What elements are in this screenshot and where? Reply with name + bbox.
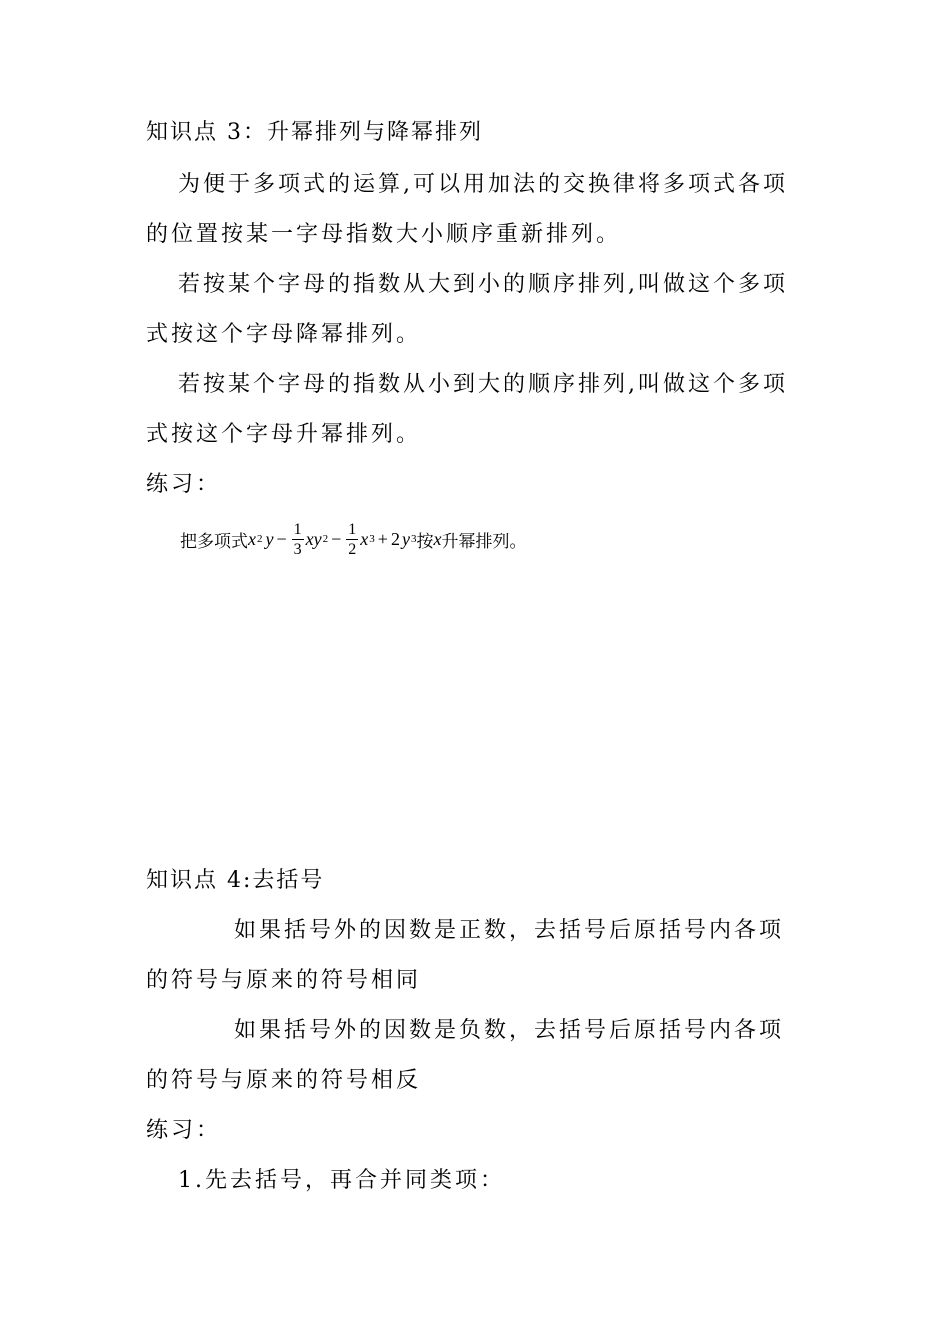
term1-var-y: y bbox=[265, 528, 274, 549]
section4-para1-line1: 如果括号外的因数是正数，去括号后原括号内各项 bbox=[234, 918, 785, 943]
section4-exercise-item1: 1.先去括号，再合并同类项： bbox=[178, 1168, 505, 1193]
term4-var: y bbox=[401, 528, 410, 549]
polynomial-exercise bbox=[180, 514, 526, 564]
term3-var: x bbox=[360, 528, 369, 549]
section4-para1-line2: 的符号与原来的符号相同 bbox=[146, 968, 422, 993]
operator-plus: + bbox=[377, 528, 388, 549]
fraction-one-half bbox=[346, 520, 358, 559]
term2-vars: xy bbox=[305, 528, 322, 549]
fraction-one-third bbox=[292, 520, 304, 559]
exercise-prefix: 把多项式 bbox=[180, 531, 248, 552]
term1-exp: 2 bbox=[257, 533, 263, 545]
section3-para2-line1: 若按某个字母的指数从大到小的顺序排列,叫做这个多项 bbox=[178, 272, 788, 297]
section3-para1-line1: 为便于多项式的运算,可以用加法的交换律将多项式各项 bbox=[178, 172, 788, 197]
section4-para2-line2: 的符号与原来的符号相反 bbox=[146, 1068, 422, 1093]
term1-var-x: x bbox=[248, 528, 256, 549]
fraction2-numerator: 1 bbox=[348, 520, 357, 538]
term4-coefficient: 2 bbox=[390, 528, 400, 549]
exercise-mid: 按 bbox=[416, 531, 434, 552]
section3-exercise-label: 练习： bbox=[146, 472, 222, 497]
section4-para2-line1: 如果括号外的因数是负数，去括号后原括号内各项 bbox=[234, 1018, 785, 1043]
exercise-by-var: x bbox=[433, 528, 442, 549]
exercise-suffix: 升幂排列。 bbox=[441, 531, 527, 552]
fraction1-numerator: 1 bbox=[293, 520, 302, 538]
fraction2-denominator: 2 bbox=[348, 540, 357, 558]
operator-minus-1: − bbox=[276, 528, 287, 549]
section4-exercise-label: 练习： bbox=[146, 1118, 222, 1143]
section3-para2-line2: 式按这个字母降幂排列。 bbox=[146, 322, 422, 347]
section4-heading: 知识点 4:去括号 bbox=[146, 868, 325, 893]
section3-heading: 知识点 3：升幂排列与降幂排列 bbox=[146, 120, 483, 145]
term3-exp: 3 bbox=[369, 533, 375, 545]
section3-para1-line2: 的位置按某一字母指数大小顺序重新排列。 bbox=[146, 222, 622, 247]
term4-exp: 3 bbox=[410, 533, 417, 545]
section3-para3-line1: 若按某个字母的指数从小到大的顺序排列,叫做这个多项 bbox=[178, 372, 788, 397]
fraction1-denominator: 3 bbox=[293, 540, 302, 558]
term2-exp: 2 bbox=[322, 533, 329, 545]
section3-para3-line2: 式按这个字母升幂排列。 bbox=[146, 422, 422, 447]
operator-minus-2: − bbox=[331, 528, 342, 549]
